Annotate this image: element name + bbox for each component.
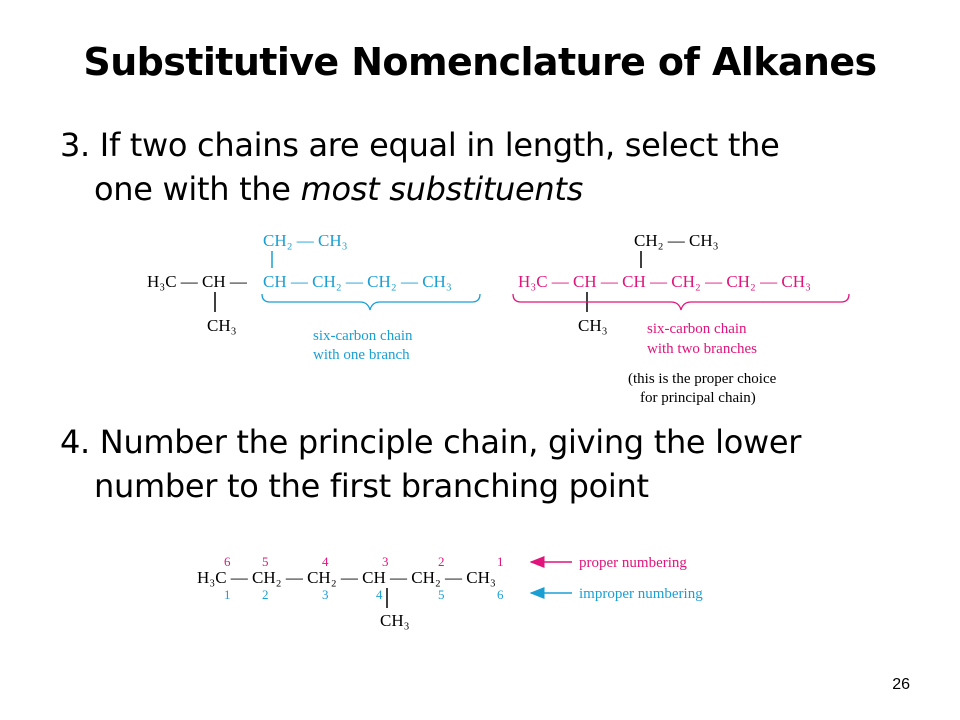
left-bottom-branch: CH₃ (207, 316, 237, 335)
rule-3-line-1: 3. If two chains are equal in length, select the (60, 126, 780, 164)
proper-number: 5 (262, 554, 269, 569)
improper-numbers (224, 587, 504, 602)
left-top-branch: CH₂ — CH₃ (263, 231, 348, 250)
rule-4-line-2: number to the first branching point (94, 467, 649, 505)
right-bottom-branch: CH₃ (578, 316, 608, 335)
slide-title: Substitutive Nomenclature of Alkanes (83, 40, 877, 84)
left-chain-colored: CH — CH₂ — CH₂ — CH₃ (263, 272, 452, 291)
rule-3-line-2-prefix: one with the (94, 170, 301, 208)
left-brace-label-1: six-carbon chain (313, 328, 413, 344)
numbering-chain: H₃C — CH₂ — CH₂ — CH — CH₂ — CH₃ (197, 568, 496, 587)
right-brace-label-2: with two branches (647, 341, 757, 357)
proper-number: 3 (382, 554, 389, 569)
right-note-2: for principal chain) (640, 390, 756, 406)
rule-3-emphasis: most substituents (300, 170, 584, 208)
left-chain-start: H₃C — CH — (147, 272, 247, 291)
right-chain: H₃C — CH — CH — CH₂ — CH₂ — CH₃ (518, 272, 811, 291)
page-number: 26 (892, 676, 910, 693)
improper-number: 5 (438, 587, 445, 602)
improper-numbering-label: improper numbering (579, 586, 703, 602)
right-brace-label-1: six-carbon chain (647, 321, 747, 337)
proper-numbering-label: proper numbering (579, 555, 687, 571)
numbering-branch: CH₃ (380, 611, 410, 630)
proper-number: 2 (438, 554, 445, 569)
improper-number: 2 (262, 587, 269, 602)
improper-number: 4 (376, 587, 383, 602)
rule-4-line-1: 4. Number the principle chain, giving the lower (60, 423, 802, 461)
right-top-branch: CH₂ — CH₃ (634, 231, 719, 250)
proper-number: 1 (497, 554, 504, 569)
improper-number: 6 (497, 587, 504, 602)
proper-numbers (224, 554, 504, 569)
improper-number: 3 (322, 587, 329, 602)
proper-number: 6 (224, 554, 231, 569)
improper-number: 1 (224, 587, 231, 602)
proper-number: 4 (322, 554, 329, 569)
left-brace-label-2: with one branch (313, 347, 410, 363)
right-note-1: (this is the proper choice (628, 371, 777, 387)
